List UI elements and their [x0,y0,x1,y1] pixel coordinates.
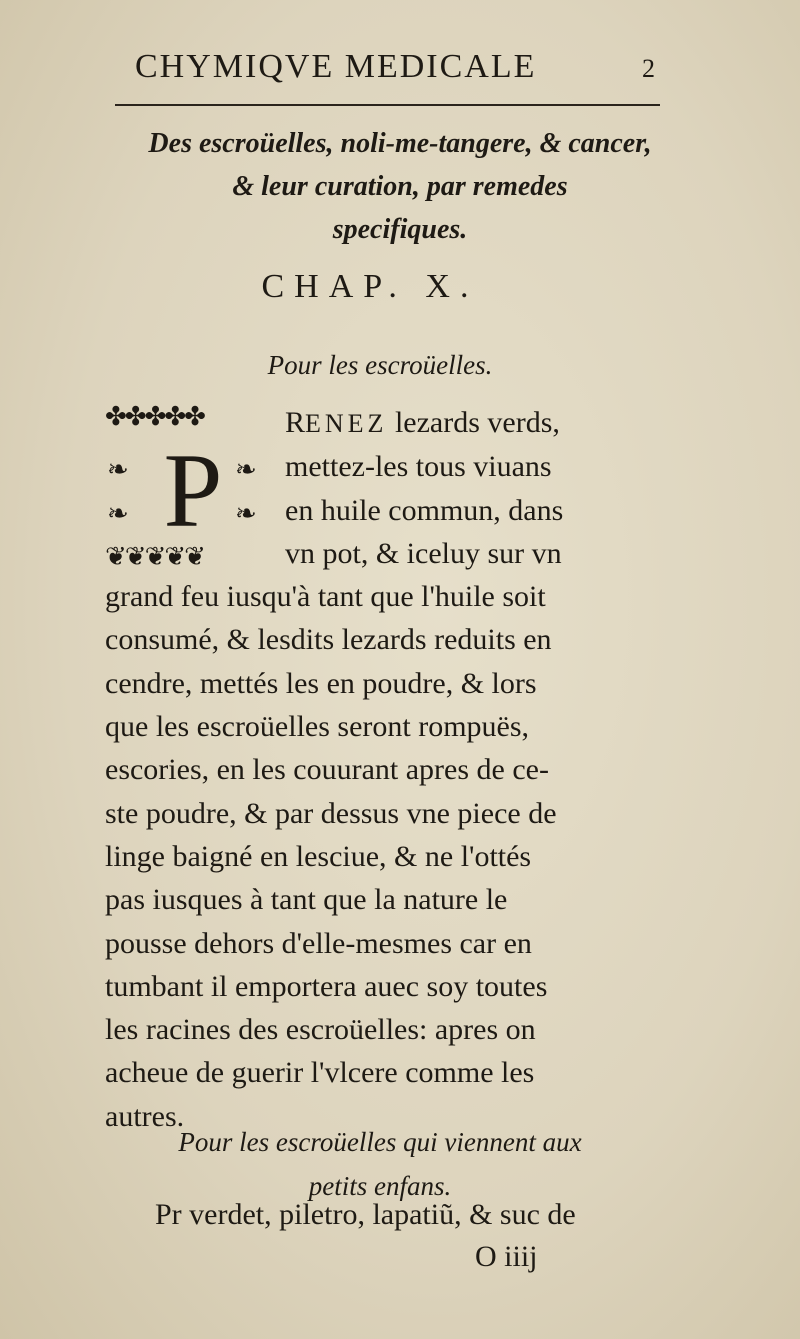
chapter-number: CHAP. X. [261,268,479,305]
fleuron-ornament-icon: ❦❦❦❦❦ [105,542,204,572]
running-head-title: CHYMIQVE MEDICALE [135,48,537,85]
text-line: escories, en les couurant apres de ce- [105,753,549,787]
section-heading: Pour les escroüelles. [267,350,493,380]
text-line: ste poudre, & par dessus vne piece de [105,796,557,830]
text-line: autres. [105,1099,185,1133]
fleuron-ornament-icon: ❧ ❧ [235,455,255,529]
chapter-title-line: specifiques. [332,214,468,245]
text-line: tumbant il emportera auec soy toutes [105,969,548,1003]
text-line: mettez-les tous viuans [285,450,552,484]
body-text [105,401,675,1138]
chapter-title-line: Des escroüelles, noli-me-tangere, & cancer, [148,128,652,159]
text-line: grand feu iusqu'à tant que l'huile soit [105,580,546,614]
text-line: les racines des escroüelles: apres on [105,1013,536,1047]
text-line: que les escroüelles seront rompuës, [105,710,530,744]
section-heading-line: Pour les escroüelles qui viennent aux [178,1127,582,1157]
running-head [135,48,655,92]
chapter-title-line: & leur curation, par remedes [232,171,568,202]
fleuron-ornament-icon: ❧ ❧ [107,455,127,529]
page-number: 2 [642,54,655,83]
drop-cap: P [163,432,223,549]
chapter-title [100,122,700,251]
section-heading [0,1120,760,1208]
text-line: vn pot, & iceluy sur vn [285,536,562,570]
text-line: en huile commun, dans [285,493,564,527]
signature-mark: O iiij [475,1240,538,1273]
text-line: consumé, & lesdits lezards reduits en [105,623,552,657]
text-line: cendre, mettés les en poudre, & lors [105,666,537,700]
text-line: Pr verdet, piletro, lapatiũ, & suc de [155,1198,576,1231]
text-line: acheue de guerir l'vlcere comme les [105,1056,535,1090]
text-line: pas iusques à tant que la nature le [105,883,508,917]
text-line: pousse dehors d'elle-mesmes car en [105,926,532,960]
fleuron-ornament-icon: ✤✤✤✤✤ [105,402,204,432]
text-line: RENEZ lezards verds, [285,406,560,439]
section-heading-line: petits enfans. [308,1171,452,1201]
header-rule [115,104,660,106]
text-line: linge baigné en lesciue, & ne l'ottés [105,839,532,873]
